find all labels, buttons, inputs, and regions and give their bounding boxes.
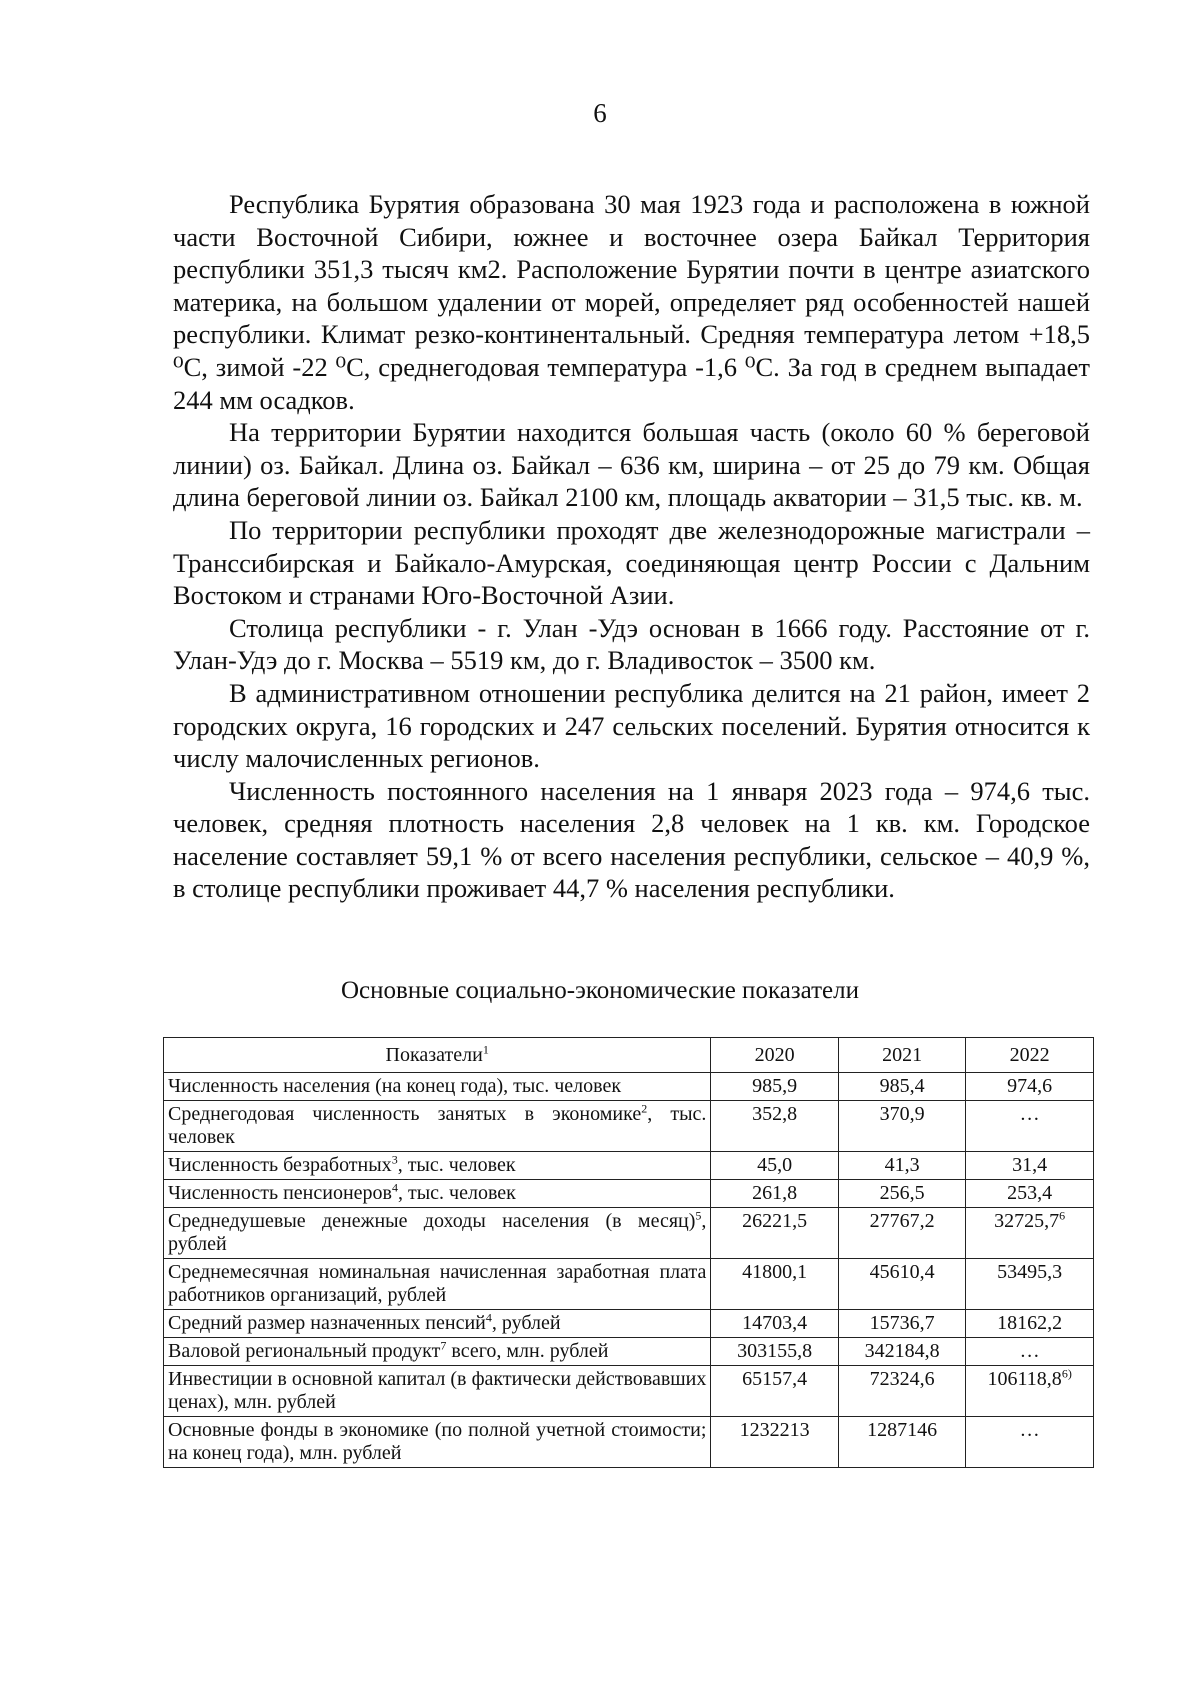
indicator-value: 41800,1 [742,1261,808,1283]
indicator-value-cell [838,1310,965,1338]
paragraph: Столица республики - г. Улан -Удэ основан в 1666 году. Расстояние от г. Улан-Удэ до г. Москва – 5519 км, до г. Владивосток – 3500 км. [173,612,1090,676]
table-row [164,1152,1094,1180]
indicator-value: 974,6 [1007,1075,1053,1097]
paragraph: Республика Бурятия образована 30 мая 1923 года и расположена в южной части Восточной Сибири, южнее и восточнее озера Байкал Территория республики 351,3 тысяч км2. Расположение Бурятии почти в центре азиатского материка, на большом удалении от морей, определяет ряд особенностей нашей республики. Климат резко-континентальный. Средняя температура летом +18,5 ⁰С, зимой -22 ⁰С, среднегодовая температура -1,6 ⁰С. За год в среднем выпадает 244 мм осадков. [173,189,1090,415]
header-year: 2021 [838,1038,965,1073]
indicator-value-cell [838,1259,965,1310]
table-row [164,1101,1094,1152]
indicator-label-suffix: , рублей [168,1210,707,1255]
indicator-value-cell [711,1417,838,1468]
indicator-value-cell [711,1180,838,1208]
table-row [164,1338,1094,1366]
table-row [164,1366,1094,1417]
indicator-value-cell [711,1208,838,1259]
indicator-label-text: Средний размер назначенных пенсий [168,1312,486,1334]
indicator-label-text: Численность безработных [168,1154,392,1176]
indicator-label-suffix: , тыс. человек [397,1154,516,1176]
indicator-value-cell [966,1208,1094,1259]
indicator-value-cell [838,1073,965,1101]
indicator-value-cell [711,1073,838,1101]
indicator-value: 985,9 [752,1075,798,1097]
indicator-value: … [1019,1103,1040,1125]
footnote-ref: 6) [1061,1366,1072,1381]
indicator-value: 352,8 [752,1103,798,1125]
indicator-value-cell [966,1310,1094,1338]
indicator-label-text: Среднемесячная номинальная начисленная заработная плата работников организаций, рублей [168,1261,707,1306]
indicator-value: 985,4 [879,1075,925,1097]
indicator-value-cell [838,1208,965,1259]
indicator-label [164,1208,711,1259]
indicator-label [164,1101,711,1152]
indicator-label [164,1180,711,1208]
indicator-label-suffix: , рублей [491,1312,561,1334]
indicator-label-text: Среднегодовая численность занятых в экономике [168,1103,642,1125]
footnote-ref: 1 [482,1041,489,1056]
indicator-value: 31,4 [1012,1154,1048,1176]
indicator-label-text: Численность населения (на конец года), тыс. человек [168,1075,622,1097]
footnote-ref: 3 [391,1152,398,1167]
indicators-table [163,1037,1094,1468]
table-row [164,1208,1094,1259]
indicator-value: 253,4 [1007,1182,1053,1204]
indicator-value-cell [966,1259,1094,1310]
table-row [164,1073,1094,1101]
footnote-ref: 7 [440,1338,447,1353]
paragraph: Численность постоянного населения на 1 января 2023 года – 974,6 тыс. человек, средняя плотность населения 2,8 человек на 1 кв. км. Городское население составляет 59,1 % от всего населения республики, сельское – 40,9 %, в столице республики проживает 44,7 % населения республики. [173,775,1090,904]
indicator-value-cell [966,1073,1094,1101]
header-label: Показатели [385,1043,483,1066]
indicator-label-suffix: , тыс. человек [397,1182,516,1204]
indicator-label-text: Валовой региональный продукт [168,1340,441,1362]
table-body [164,1073,1094,1468]
header-year: 2020 [711,1038,838,1073]
indicator-label [164,1310,711,1338]
indicator-value-cell [838,1152,965,1180]
table-row [164,1180,1094,1208]
body-text [173,188,1090,905]
indicator-value: 106118,8 [987,1368,1062,1390]
indicator-label [164,1366,711,1417]
indicator-value: 27767,2 [869,1210,935,1232]
indicator-value: … [1019,1419,1040,1441]
indicator-label-text: Основные фонды в экономике (по полной учетной стоимости; на конец года), млн. рублей [168,1419,707,1464]
indicator-value-cell [966,1417,1094,1468]
indicator-value-cell [711,1310,838,1338]
footnote-ref: 4 [391,1180,398,1195]
table-row [164,1259,1094,1310]
indicator-value-cell [711,1338,838,1366]
indicator-value-cell [966,1152,1094,1180]
table-row [164,1310,1094,1338]
indicator-value: 72324,6 [869,1368,935,1390]
footnote-ref: 6 [1059,1208,1066,1223]
indicator-value-cell [838,1338,965,1366]
header-year: 2022 [966,1038,1094,1073]
indicator-value: 45,0 [757,1154,793,1176]
paragraph: По территории республики проходят две железнодорожные магистрали – Транссибирская и Байкало-Амурская, соединяющая центр России с Дальним Востоком и странами Юго-Восточной Азии. [173,514,1090,611]
indicator-value: … [1019,1340,1040,1362]
page-number: 6 [593,98,607,128]
indicator-value-cell [966,1101,1094,1152]
indicator-value: 65157,4 [742,1368,808,1390]
indicator-value: 14703,4 [742,1312,808,1334]
indicator-value: 41,3 [884,1154,920,1176]
indicator-value: 18162,2 [997,1312,1063,1334]
indicator-value-cell [711,1152,838,1180]
indicator-value: 32725,7 [994,1210,1060,1232]
indicator-value-cell [838,1101,965,1152]
indicator-value-cell [966,1338,1094,1366]
indicator-value: 370,9 [879,1103,925,1125]
indicator-value: 45610,4 [869,1261,935,1283]
footnote-ref: 2 [641,1101,648,1116]
footnote-ref: 5 [695,1208,702,1223]
header-label-cell [164,1038,711,1073]
indicator-label [164,1338,711,1366]
table-row [164,1417,1094,1468]
indicator-value-cell [711,1366,838,1417]
indicator-value-cell [966,1180,1094,1208]
paragraph: На территории Бурятии находится большая часть (около 60 % береговой линии) оз. Байкал. Длина оз. Байкал – 636 км, ширина – от 25 до 79 км. Общая длина береговой линии оз. Байкал 2100 км, площадь акватории – 31,5 тыс. кв. м. [173,417,1090,513]
indicator-value: 53495,3 [997,1261,1063,1283]
table-header-row [164,1038,1094,1073]
indicator-value: 303155,8 [737,1340,813,1362]
indicator-label-text: Инвестиции в основной капитал (в фактически действовавших ценах), млн. рублей [168,1368,707,1413]
indicator-label-text: Среднедушевые денежные доходы населения (в месяц) [168,1210,696,1232]
indicator-value-cell [711,1101,838,1152]
indicator-label [164,1152,711,1180]
table-title: Основные социально-экономические показатели [340,977,860,1004]
indicator-value: 15736,7 [869,1312,935,1334]
indicator-value: 261,8 [752,1182,798,1204]
footnote-ref: 4 [485,1310,492,1325]
indicator-value-cell [711,1259,838,1310]
indicator-value: 1287146 [867,1419,938,1441]
indicator-label-text: Численность пенсионеров [168,1182,392,1204]
indicator-label-suffix: , тыс. человек [168,1103,707,1148]
indicator-label [164,1259,711,1310]
indicator-value-cell [838,1366,965,1417]
indicator-value-cell [966,1366,1094,1417]
indicator-value: 256,5 [879,1182,925,1204]
indicator-value: 342184,8 [864,1340,940,1362]
indicator-value: 26221,5 [742,1210,808,1232]
indicator-value: 1232213 [739,1419,810,1441]
indicator-label-suffix: всего, млн. рублей [446,1340,609,1362]
indicator-value-cell [838,1180,965,1208]
indicator-label [164,1417,711,1468]
paragraph: В административном отношении республика делится на 21 район, имеет 2 городских округа, 16 городских и 247 сельских поселений. Бурятия относится к числу малочисленных регионов. [173,677,1090,774]
indicator-value-cell [838,1417,965,1468]
indicator-label [164,1073,711,1101]
